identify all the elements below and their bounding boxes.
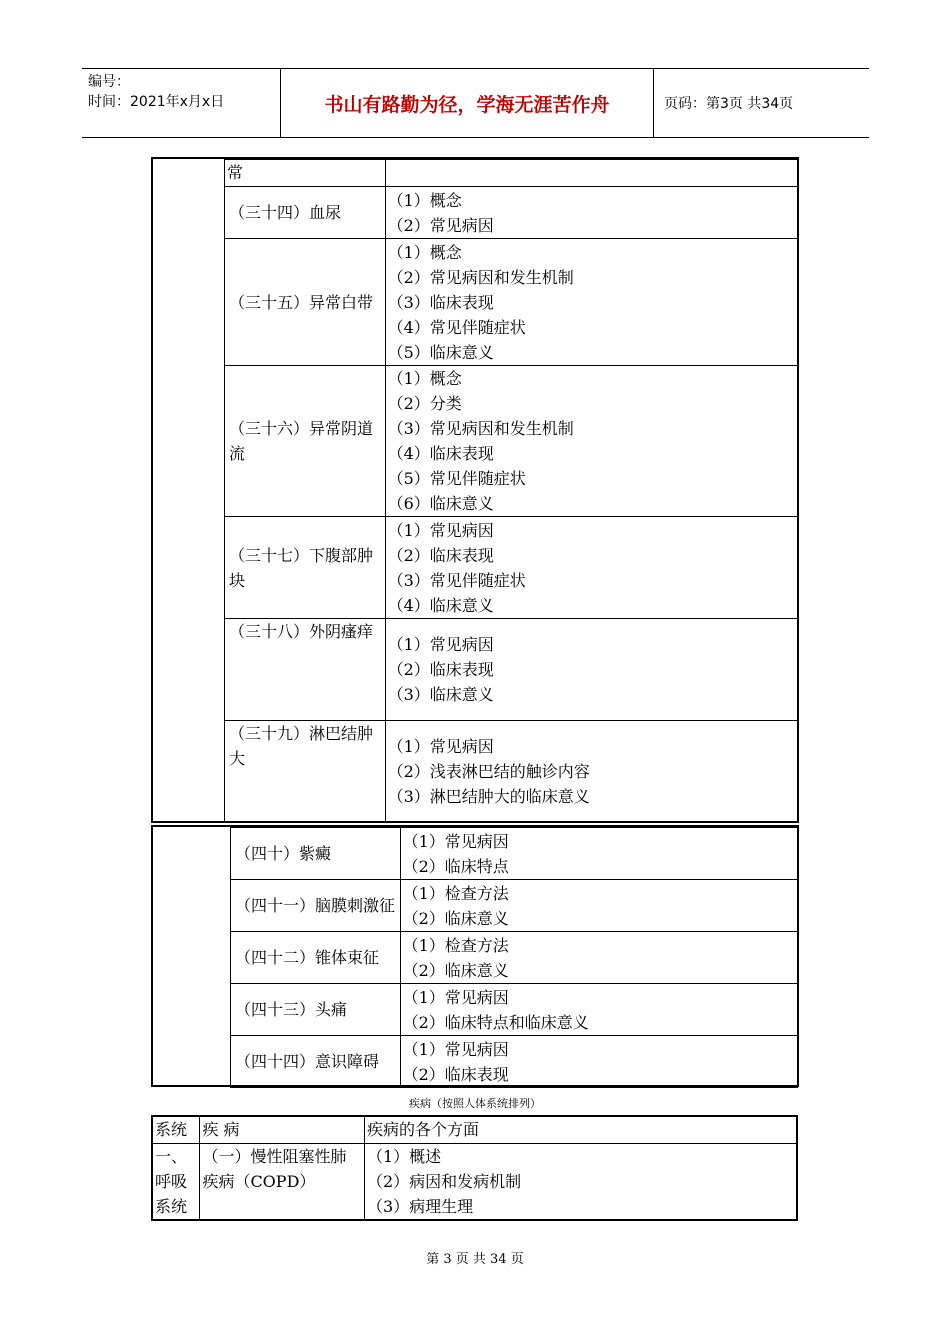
list-item: （5）常见伴随症状 — [387, 469, 526, 488]
list-item: （3）常见病因和发生机制 — [387, 419, 574, 438]
empty-cell — [385, 160, 797, 187]
aspects-cell — [365, 1143, 798, 1220]
table-caption: 疾病（按照人体系统排列） — [409, 1097, 541, 1110]
list-item: （4）临床意义 — [387, 595, 494, 615]
list-item: （3）临床意义 — [387, 685, 494, 704]
symptom-title: （四十）紫癜 — [231, 828, 401, 880]
disease-cell: （一）慢性阻塞性肺疾病（COPD） — [200, 1143, 365, 1220]
symptom-title: （四十二）锥体束征 — [231, 932, 401, 984]
section2-table — [230, 827, 798, 1088]
list-item: （1）常见病因 — [402, 987, 509, 1007]
list-item: （1）概念 — [387, 190, 462, 210]
list-item: （2）临床表现 — [402, 1064, 509, 1084]
list-item: （2）常见病因和发生机制 — [387, 267, 574, 287]
list-item: （2）浅表淋巴结的触诊内容 — [387, 762, 590, 781]
table-row — [225, 239, 798, 366]
table-row — [231, 984, 798, 1036]
page-label: 页码：第3页 共34页 — [664, 96, 794, 112]
list-item: （1）概述 — [367, 1146, 442, 1166]
list-item: （1）常见病因 — [402, 831, 509, 851]
list-item: （1）常见病因 — [387, 737, 494, 756]
table-row — [231, 1036, 798, 1088]
header-system: 系统 — [152, 1116, 200, 1143]
symptom-items — [385, 721, 797, 823]
symptom-title: （三十八）外阴瘙痒 — [225, 619, 386, 721]
motto: 书山有路勤为径，学海无涯苦作舟 — [281, 69, 654, 137]
symptom-title: （四十三）头痛 — [231, 984, 401, 1036]
symptom-items — [400, 880, 797, 932]
page-footer: 第 3 页 共 34 页 — [426, 1252, 524, 1267]
list-item: （2）分类 — [387, 394, 462, 413]
symptom-items — [400, 828, 797, 880]
list-item: （2）临床表现 — [387, 545, 494, 565]
list-item: （2）临床特点和临床意义 — [402, 1012, 589, 1032]
symptom-items — [385, 619, 797, 721]
list-item: （2）临床表现 — [387, 660, 494, 679]
list-item: （2）常见病因 — [387, 215, 494, 235]
symptom-title: （四十一）脑膜刺激征 — [231, 880, 401, 932]
list-item: （3）常见伴随症状 — [387, 570, 526, 590]
symptom-items — [385, 517, 797, 619]
list-item: （2）病因和发病机制 — [367, 1171, 522, 1191]
table-row — [152, 1143, 797, 1220]
list-item: （1）检查方法 — [402, 935, 509, 955]
table-row — [225, 721, 798, 823]
table-row — [225, 366, 798, 517]
list-item: （3）临床表现 — [387, 292, 494, 312]
list-item: （2）临床意义 — [402, 908, 509, 928]
symptom-items — [385, 239, 797, 366]
table-row — [225, 619, 798, 721]
symptom-title: （四十四）意识障碍 — [231, 1036, 401, 1088]
table-row — [225, 160, 798, 187]
list-item: （1）检查方法 — [402, 883, 509, 903]
number-label: 编号： — [88, 74, 130, 90]
list-item: （3）病理生理 — [367, 1196, 474, 1216]
disease-table — [151, 1115, 798, 1221]
list-item: （2）临床特点 — [402, 856, 509, 876]
symptom-title: （三十五）异常白带 — [225, 239, 386, 366]
list-item: （1）常见病因 — [387, 520, 494, 540]
list-item: （6）临床意义 — [387, 494, 494, 513]
header-left — [82, 69, 281, 137]
list-item: （3）淋巴结肿大的临床意义 — [387, 787, 590, 806]
symptom-title: （三十四）血尿 — [225, 187, 386, 239]
table-row — [225, 187, 798, 239]
header-disease: 疾 病 — [200, 1116, 365, 1143]
table-row — [231, 828, 798, 880]
table-header-row — [152, 1116, 797, 1143]
symptom-items — [385, 366, 797, 517]
list-item: （1）常见病因 — [387, 635, 494, 654]
system-cell: 一、呼吸系统 — [152, 1143, 200, 1220]
list-item: （4）常见伴随症状 — [387, 317, 526, 337]
symptom-items — [400, 1036, 797, 1088]
symptom-title: （三十七）下腹部肿块 — [225, 517, 386, 619]
table-row — [231, 880, 798, 932]
table-row — [231, 932, 798, 984]
table-row — [225, 517, 798, 619]
list-item: （1）概念 — [387, 242, 462, 262]
list-item: （1）常见病因 — [402, 1039, 509, 1059]
symptom-items — [385, 187, 797, 239]
symptom-title: （三十六）异常阴道流 — [225, 366, 386, 517]
symptom-items — [400, 984, 797, 1036]
header-aspects: 疾病的各个方面 — [365, 1116, 798, 1143]
symptom-title: （三十九）淋巴结肿大 — [225, 721, 386, 823]
list-item: （1）概念 — [387, 369, 462, 388]
time-label: 时间：2021年x月x日 — [88, 94, 225, 110]
top-row-cell: 常 — [225, 160, 386, 187]
list-item: （2）临床意义 — [402, 960, 509, 980]
section1-table — [224, 159, 798, 823]
page-header — [82, 68, 869, 138]
list-item: （5）临床意义 — [387, 342, 494, 362]
symptom-items — [400, 932, 797, 984]
list-item: （4）临床表现 — [387, 444, 494, 463]
